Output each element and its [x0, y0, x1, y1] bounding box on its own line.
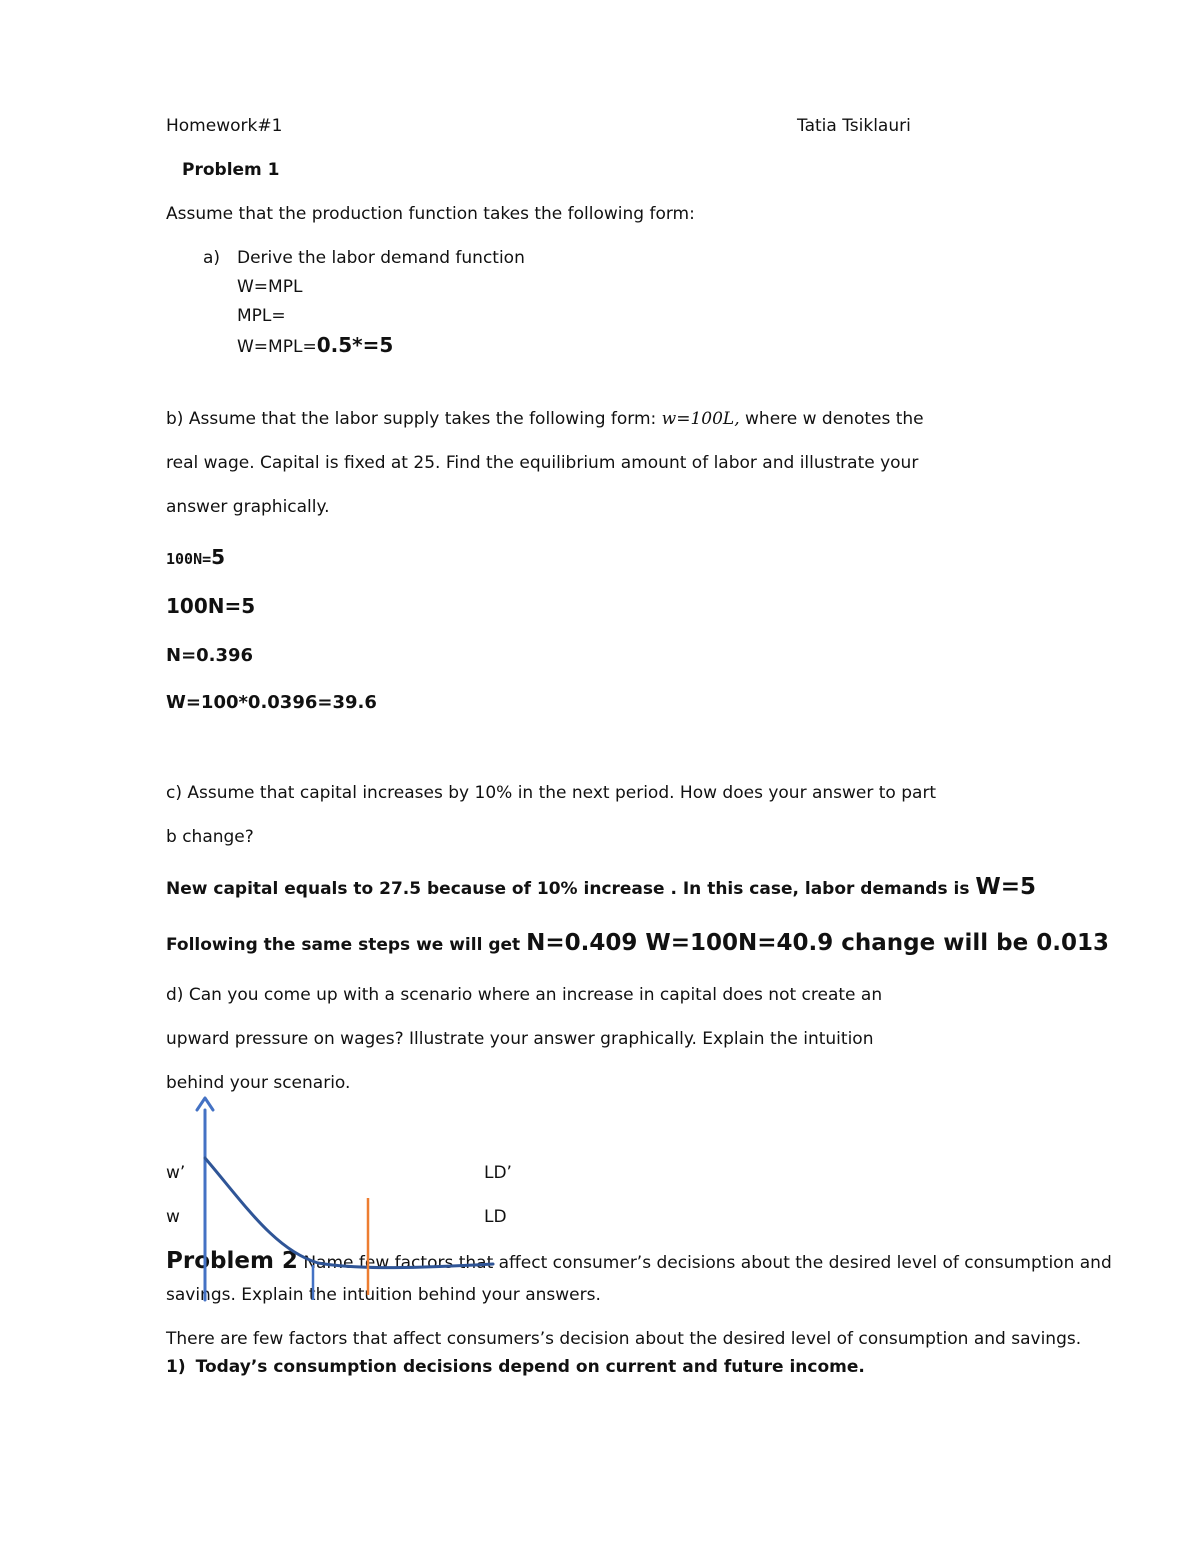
part-b-prompt-line-3: answer graphically. [166, 497, 330, 517]
problem1-intro: Assume that the production function takes the following form: [166, 204, 695, 224]
labor-supply-equation: w=100L, [661, 409, 740, 429]
author-name: Tatia Tsiklauri [797, 116, 911, 136]
part-b-answer-1: 100N=5 [166, 594, 256, 618]
part-b-answer-small-post: 5 [211, 545, 226, 569]
sketch-y-axis [197, 1098, 213, 1300]
part-b-answer-small-pre: 100N= [166, 550, 212, 568]
part-c-answer-2-pre: Following the same steps we will get [166, 935, 527, 955]
problem2-heading: Problem 2 [166, 1248, 298, 1274]
document-title: Homework#1 [166, 116, 283, 136]
problem2-answer-intro: There are few factors that affect consumers’s decision about the desired level of consumption and savings. [166, 1329, 1082, 1349]
problem1-heading: Problem 1 [182, 160, 280, 180]
part-d-prompt-line-3: behind your scenario. [166, 1073, 351, 1093]
part-c-prompt-line-1: c) Assume that capital increases by 10% in the next period. How does your answer to part [166, 783, 937, 803]
sketch-demand-curve [205, 1158, 493, 1268]
graph-label-w-prime: w’ [166, 1163, 186, 1183]
part-c-answer-2-post: N=0.409 W=100N=40.9 change will be 0.013 [526, 930, 1109, 956]
part-c-prompt-line-2: b change? [166, 827, 254, 847]
part-c-answer-1-pre: New capital equals to 27.5 because of 10% increase . In this case, labor demands is [166, 879, 976, 899]
graph-label-ld-prime: LD’ [484, 1163, 512, 1183]
part-a-prompt: Derive the labor demand function [237, 248, 525, 268]
part-b-answer-2: N=0.396 [166, 645, 254, 666]
part-d-prompt-line-1: d) Can you come up with a scenario where an increase in capital does not create an [166, 985, 883, 1005]
part-c-answer-1-post: W=5 [975, 874, 1037, 900]
part-b-prompt-post: where w denotes the [739, 409, 924, 429]
problem2-point-1-text: Today’s consumption decisions depend on current and future income. [195, 1357, 865, 1377]
part-b-prompt-pre: b) Assume that the labor supply takes the following form: [166, 409, 662, 429]
problem2-prompt-line-2: savings. Explain the intuition behind your answers. [166, 1285, 601, 1305]
part-d-prompt-line-2: upward pressure on wages? Illustrate your answer graphically. Explain the intuition [166, 1029, 874, 1049]
problem2-point-1-marker: 1) [166, 1357, 186, 1377]
problem2-prompt-line-1: Name few factors that affect consumer’s decisions about the desired level of consumption and [297, 1253, 1112, 1273]
graph-label-w: w [166, 1207, 180, 1227]
part-a-result: 0.5*=5 [316, 333, 394, 357]
part-a-marker: a) [203, 248, 221, 268]
part-b-prompt-line-2: real wage. Capital is fixed at 25. Find the equilibrium amount of labor and illustrate your [166, 453, 919, 473]
part-a-line-2: MPL= [237, 306, 286, 326]
part-a-line-3-label: W=MPL= [237, 337, 317, 357]
part-b-answer-3: W=100*0.0396=39.6 [166, 692, 377, 713]
part-a-line-1: W=MPL [237, 277, 303, 297]
graph-label-ld: LD [484, 1207, 507, 1227]
